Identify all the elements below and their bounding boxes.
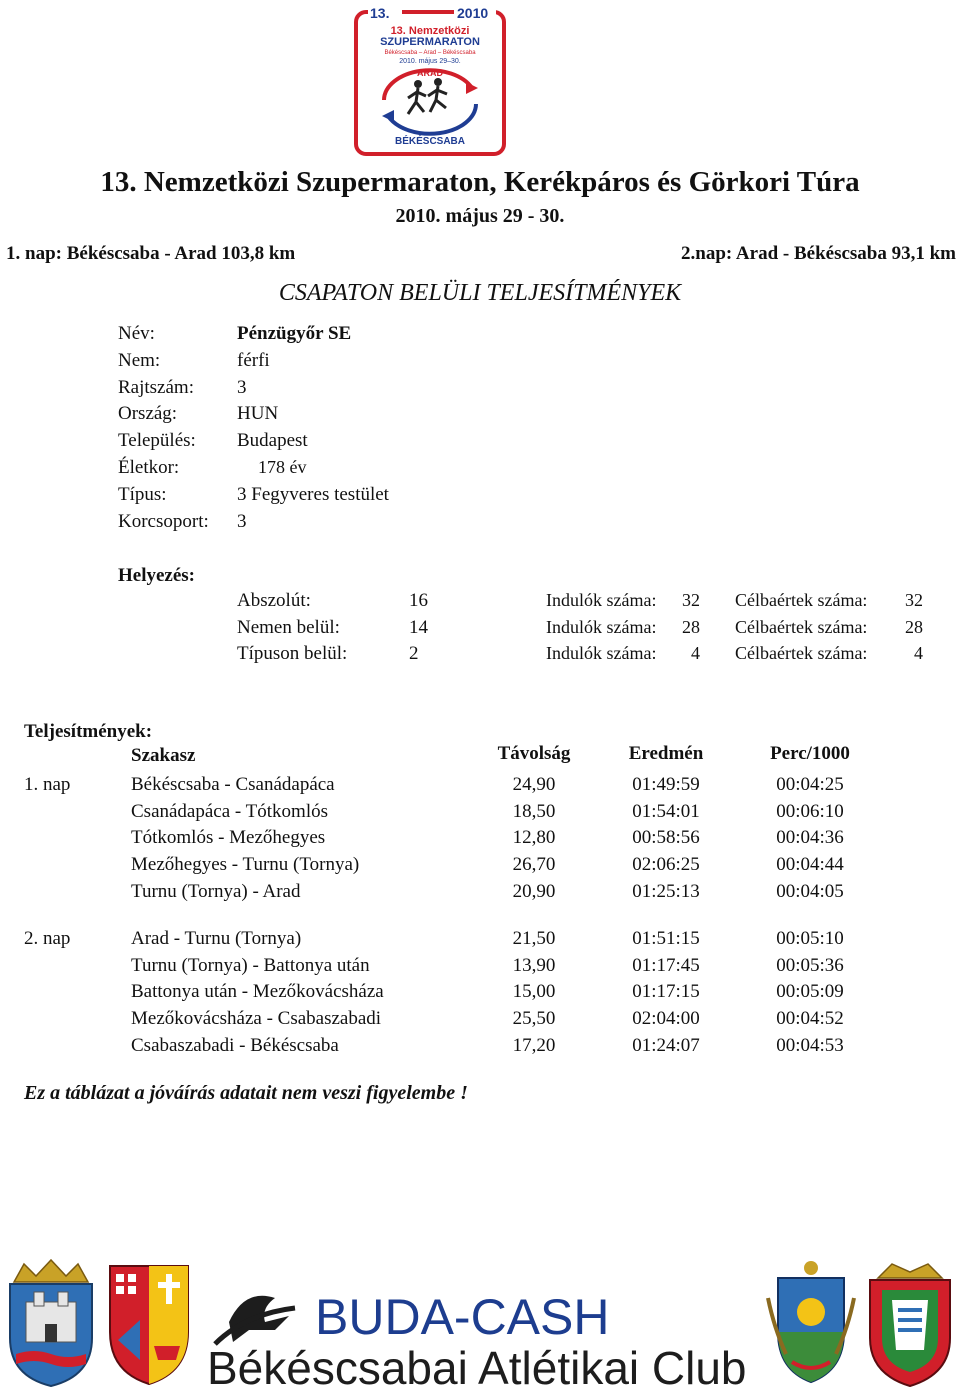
column-header-result: Eredmén — [628, 743, 704, 764]
name-label: Név: — [118, 323, 155, 344]
cell-pace: 00:04:05 — [776, 881, 844, 902]
starters-count: 28 — [682, 617, 700, 637]
type-value: 3 Fegyveres testület — [237, 484, 389, 505]
cell-section: Turnu (Tornya) - Battonya után — [131, 955, 370, 976]
sponsor-logo — [205, 1278, 765, 1390]
cell-pace: 00:05:36 — [776, 955, 844, 976]
cell-distance: 20,90 — [512, 881, 556, 902]
cell-distance: 17,20 — [512, 1035, 556, 1056]
stage-1-info: 1. nap: Békéscsaba - Arad 103,8 km — [6, 243, 296, 264]
svg-text:13.: 13. — [370, 5, 390, 21]
performance-heading: Teljesítmények: — [24, 721, 153, 742]
day-label: 2. nap — [24, 928, 71, 949]
cell-result: 01:25:13 — [632, 881, 700, 902]
cell-pace: 00:04:52 — [776, 1008, 844, 1029]
starters-count: 32 — [682, 590, 700, 610]
finishers-label: Célbaértek száma: — [735, 590, 868, 610]
finishers-label: Célbaértek száma: — [735, 643, 868, 663]
cell-section: Mezőhegyes - Turnu (Tornya) — [131, 854, 360, 875]
name-value: Pénzügyőr SE — [237, 323, 352, 344]
arad-coat-of-arms-icon — [4, 1258, 98, 1388]
cell-pace: 00:04:36 — [776, 827, 844, 848]
placement-rank: 2 — [409, 643, 419, 664]
city-value: Budapest — [237, 430, 308, 451]
country-label: Ország: — [118, 403, 178, 424]
cell-section: Csanádapáca - Tótkomlós — [131, 801, 328, 822]
event-date: 2010. május 29 - 30. — [395, 205, 565, 227]
cell-result: 01:54:01 — [632, 801, 700, 822]
cell-pace: 00:04:44 — [776, 854, 844, 875]
cell-section: Battonya után - Mezőkovácsháza — [131, 981, 384, 1002]
cell-distance: 13,90 — [512, 955, 556, 976]
svg-text:2010: 2010 — [457, 5, 489, 21]
finishers-count: 32 — [905, 590, 923, 610]
svg-text:2010. május 29–30.: 2010. május 29–30. — [399, 58, 461, 65]
column-header-distance: Távolság — [497, 743, 571, 764]
age-label: Életkor: — [118, 457, 180, 478]
cell-distance: 26,70 — [512, 854, 556, 875]
column-header-pace: Perc/1000 — [770, 743, 850, 764]
placement-label: Típuson belül: — [237, 643, 348, 664]
section-title: CSAPATON BELÜLI TELJESÍTMÉNYEK — [278, 280, 682, 306]
column-header-section: Szakasz — [131, 745, 196, 766]
gender-value: férfi — [237, 350, 270, 371]
svg-text:13. Nemzetközi: 13. Nemzetközi — [390, 25, 470, 37]
day-label: 1. nap — [24, 774, 71, 795]
svg-text:ARAD: ARAD — [417, 68, 443, 78]
region-coat-of-arms-icon — [862, 1258, 958, 1388]
cell-distance: 24,90 — [512, 774, 556, 795]
bib-value: 3 — [237, 377, 247, 398]
starters-count: 4 — [691, 643, 700, 663]
starters-label: Indulók száma: — [546, 643, 657, 663]
disclaimer-note: Ez a táblázat a jóváírás adatait nem veszi figyelembe ! — [24, 1082, 468, 1104]
city-label: Település: — [118, 430, 196, 451]
svg-text:Békéscsabai Atlétikai Club: Békéscsabai Atlétikai Club — [207, 1342, 747, 1390]
cell-result: 02:06:25 — [632, 854, 700, 875]
cell-section: Csabaszabadi - Békéscsaba — [131, 1035, 339, 1056]
cell-result: 02:04:00 — [632, 1008, 700, 1029]
finishers-count: 4 — [914, 643, 923, 663]
cell-pace: 00:04:53 — [776, 1035, 844, 1056]
cell-result: 01:17:45 — [632, 955, 700, 976]
type-label: Típus: — [118, 484, 167, 505]
country-value: HUN — [237, 403, 279, 424]
event-logo — [354, 4, 506, 156]
age-value: 178 év — [258, 457, 307, 477]
age-group-value: 3 — [237, 511, 247, 532]
svg-text:Békéscsaba – Arad – Békéscsaba: Békéscsaba – Arad – Békéscsaba — [384, 50, 476, 56]
svg-text:BUDA-CASH: BUDA-CASH — [315, 1289, 610, 1345]
cell-pace: 00:06:10 — [776, 801, 844, 822]
cell-result: 01:24:07 — [632, 1035, 700, 1056]
cell-pace: 00:05:09 — [776, 981, 844, 1002]
cell-distance: 25,50 — [512, 1008, 556, 1029]
svg-text:BÉKÉSCSABA: BÉKÉSCSABA — [394, 136, 466, 147]
cell-section: Tótkomlós - Mezőhegyes — [131, 827, 326, 848]
svg-text:SZUPERMARATON: SZUPERMARATON — [380, 36, 480, 48]
bib-label: Rajtszám: — [118, 377, 194, 398]
placement-rank: 16 — [409, 590, 428, 611]
cell-result: 00:58:56 — [632, 827, 700, 848]
placement-heading: Helyezés: — [118, 565, 196, 586]
placement-label: Nemen belül: — [237, 617, 340, 638]
finishers-label: Célbaértek száma: — [735, 617, 868, 637]
county-coat-of-arms-icon — [106, 1260, 192, 1386]
cell-section: Békéscsaba - Csanádapáca — [131, 774, 335, 795]
cell-distance: 21,50 — [512, 928, 556, 949]
cell-result: 01:51:15 — [632, 928, 700, 949]
gender-label: Nem: — [118, 350, 161, 371]
placement-label: Abszolút: — [237, 590, 311, 611]
cell-distance: 18,50 — [512, 801, 556, 822]
cell-distance: 15,00 — [512, 981, 556, 1002]
cell-section: Mezőkovácsháza - Csabaszabadi — [131, 1008, 382, 1029]
cell-pace: 00:04:25 — [776, 774, 844, 795]
stage-2-info: 2.nap: Arad - Békéscsaba 93,1 km — [681, 243, 956, 264]
placement-rank: 14 — [409, 617, 428, 638]
starters-label: Indulók száma: — [546, 617, 657, 637]
cell-distance: 12,80 — [512, 827, 556, 848]
cell-section: Arad - Turnu (Tornya) — [131, 928, 302, 949]
starters-label: Indulók száma: — [546, 590, 657, 610]
age-group-label: Korcsoport: — [118, 511, 209, 532]
bekescsaba-coat-of-arms-icon — [766, 1258, 856, 1388]
cell-result: 01:17:15 — [632, 981, 700, 1002]
cell-section: Turnu (Tornya) - Arad — [131, 881, 301, 902]
finishers-count: 28 — [905, 617, 923, 637]
cell-result: 01:49:59 — [632, 774, 700, 795]
page-title: 13. Nemzetközi Szupermaraton, Kerékpáros és Görkori Túra — [100, 166, 860, 198]
cell-pace: 00:05:10 — [776, 928, 844, 949]
